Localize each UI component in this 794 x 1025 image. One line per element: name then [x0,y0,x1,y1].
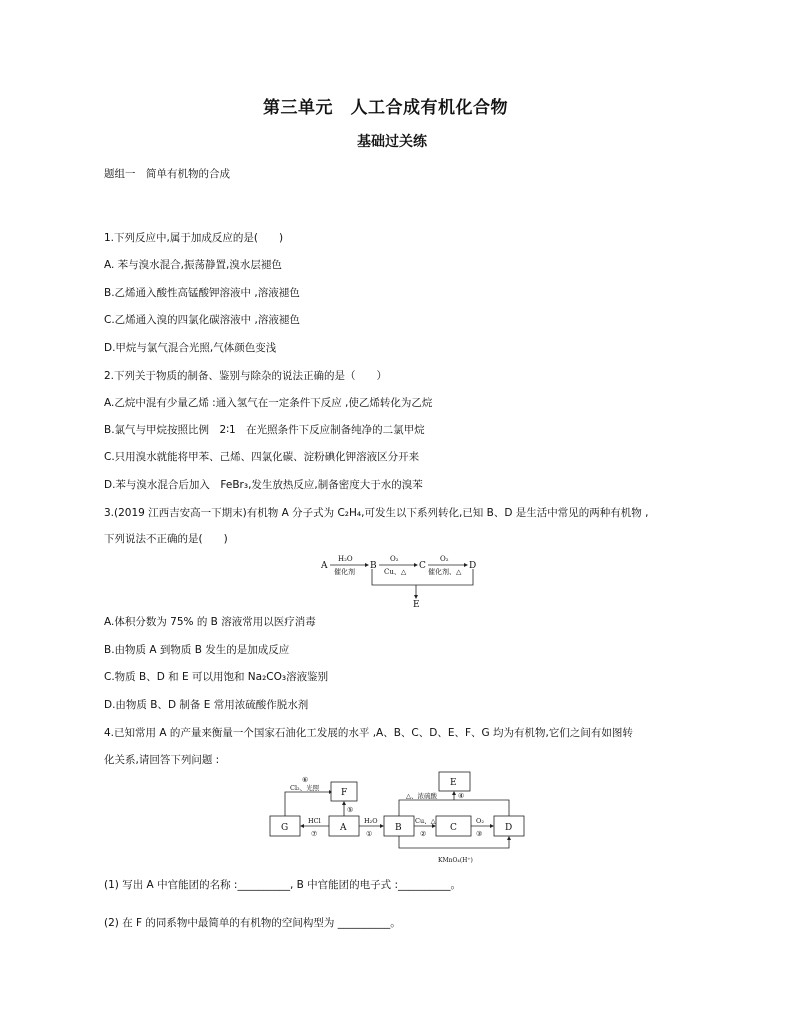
q3-node-d: D [469,561,477,571]
label-f: F [341,788,348,798]
cond-hcl: HCl [308,817,321,825]
circle-1: ① [366,830,373,838]
q4-stem-line1: 4.已知常用 A 的产量来衡量一个国家石油化工发展的水平 ,A、B、C、D、E、F、G 均为有机物,它们之间有如图转 [104,727,633,739]
circle-5: ⑤ [347,806,354,814]
q3-node-c: C [419,561,426,571]
q1-option-a: A. 苯与溴水混合,振荡静置,溴水层褪色 [104,259,282,271]
label-b: B [395,823,402,833]
circle-2: ② [420,830,427,838]
circle-3: ③ [476,830,483,838]
page-subtitle: 基础过关练 [357,134,427,150]
circle-7: ⑦ [311,830,318,838]
circle-4: ④ [458,792,465,800]
q3-option-b: B.由物质 A 到物质 B 发生的是加成反应 [104,644,290,656]
q3-stem-line2: 下列说法不正确的是( ) [104,533,228,545]
q3-option-d: D.由物质 B、D 制备 E 常用浓硫酸作脱水剂 [104,699,309,711]
q2-option-a: A.乙烷中混有少量乙烯 :通入氢气在一定条件下反应 ,使乙烯转化为乙烷 [104,397,433,409]
q3-arrow3-top: O₂ [440,555,449,563]
q1-option-b: B.乙烯通入酸性高锰酸钾溶液中 ,溶液褪色 [104,287,300,299]
q4-stem-line2: 化关系,请回答下列问题 : [104,754,220,766]
q3-node-e: E [413,600,420,610]
label-c: C [450,823,457,833]
q4-sub2: (2) 在 F 的同系物中最简单的有机物的空间构型为 __________。 [104,917,401,929]
q3-arrow1-top: H₂O [338,555,353,563]
cond-cl2: Cl₂、光照 [290,784,320,792]
cond-o2: O₂ [476,817,484,825]
circle-6: ⑥ [302,776,309,784]
label-g: G [281,823,289,833]
q2-option-c: C.只用溴水就能将甲苯、己烯、四氯化碳、淀粉碘化钾溶液区分开来 [104,451,420,463]
q4-sub1: (1) 写出 A 中官能团的名称 :__________, B 中官能团的电子式 :__________。 [104,879,462,891]
q1-option-d: D.甲烷与氯气混合光照,气体颜色变浅 [104,342,277,354]
q1-stem: 1.下列反应中,属于加成反应的是( ) [104,232,284,244]
label-e: E [450,778,457,788]
label-a: A [340,823,347,833]
q2-option-d: D.苯与溴水混合后加入 FeBr₃,发生放热反应,制备密度大于水的溴苯 [104,479,423,491]
q4-conversion-diagram [268,770,530,866]
label-d: D [505,823,513,833]
q2-stem: 2.下列关于物质的制备、鉴别与除杂的说法正确的是（ ） [104,370,388,382]
q3-node-b: B [370,561,377,571]
q3-arrow3-bottom: 催化剂、△ [428,568,462,576]
q3-option-c: C.物质 B、D 和 E 可以用饱和 Na₂CO₃溶液鉴别 [104,671,329,683]
cond-kmno4: KMnO₄(H⁺) [438,857,473,864]
q2-option-b: B.氯气与甲烷按照比例 2∶1 在光照条件下反应制备纯净的二氯甲烷 [104,424,425,436]
page-title: 第三单元 人工合成有机化合物 [263,98,508,118]
group-heading: 题组一 简单有机物的合成 [104,168,230,180]
q3-arrow2-bottom: Cu、△ [384,568,407,576]
q3-reaction-scheme [318,548,480,610]
q3-arrow2-top: O₂ [390,555,399,563]
q1-option-c: C.乙烯通入溴的四氯化碳溶液中 ,溶液褪色 [104,314,300,326]
cond-cu: Cu、△ [415,817,436,825]
cond-h2o: H₂O [364,817,378,825]
q3-stem-line1: 3.(2019 江西吉安高一下期末)有机物 A 分子式为 C₂H₄,可发生以下系列转化,已知 B、D 是生活中常见的两种有机物 , [104,507,649,519]
q3-arrow1-bottom: 催化剂 [334,568,355,576]
q3-node-a: A [321,561,328,571]
cond-conc-h2so4: △、浓硫酸 [406,792,437,800]
q3-option-a: A.体积分数为 75% 的 B 溶液常用以医疗消毒 [104,616,316,628]
